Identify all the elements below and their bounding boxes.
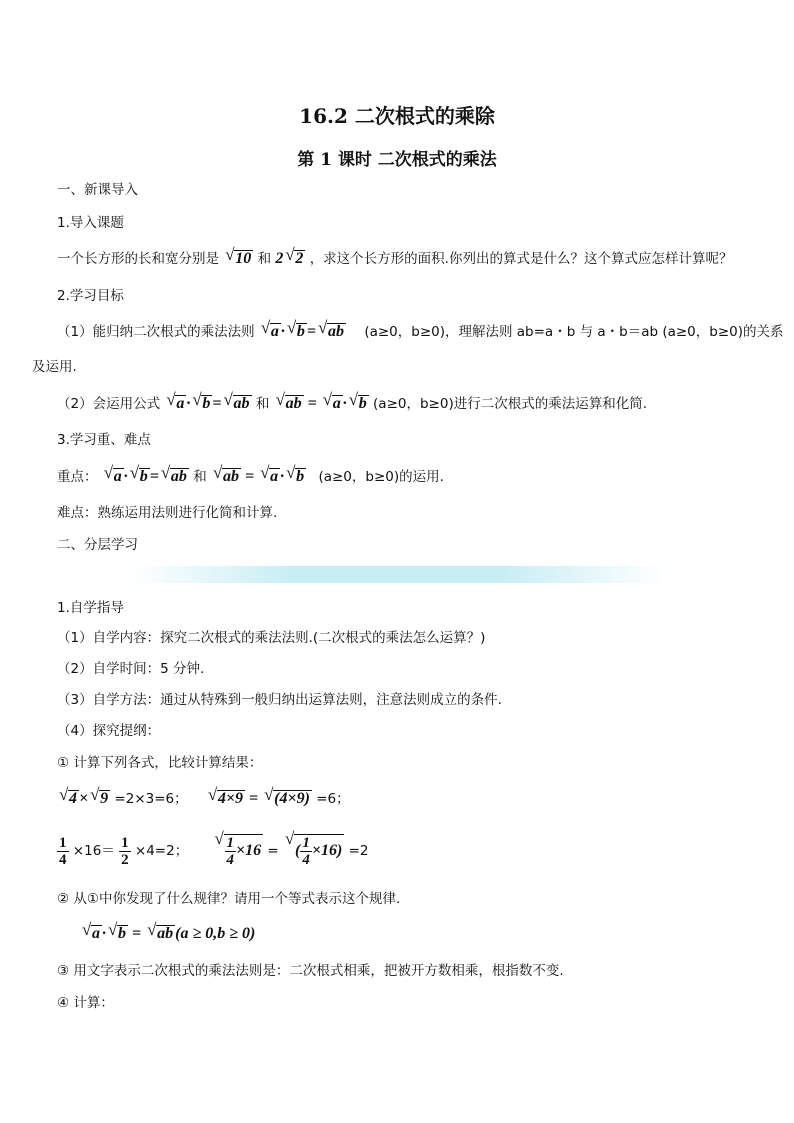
guide-item: （4）探究提纲： xyxy=(57,723,161,739)
section-subheading: 1.导入课题 xyxy=(57,215,124,231)
page-subtitle: 第 1 课时 二次根式的乘法 xyxy=(297,150,497,170)
question-1: ① 计算下列各式，比较计算结果： xyxy=(57,755,263,771)
section-heading: 二、分层学习 xyxy=(57,537,138,553)
section-subheading: 3.学习重、难点 xyxy=(57,432,151,448)
goal-2: （2）会运用公式 √ a ·√ b =√ ab 和 √ ab = √ a ·√ b (a≥0，b≥0)进行二次根式的乘法运算和化简. xyxy=(57,394,647,414)
question-3: ③ 用文字表示二次根式的乘法法则是：二次根式相乘，把被开方数相乘，根指数不变. xyxy=(57,963,564,979)
goal-1: （1）能归纳二次根式的乘法法则 √ a ·√ b =√ ab (a≥0，b≥0)，理解法则 ab=a・b 与 a・b＝ab (a≥0，b≥0)的关系 xyxy=(57,322,784,342)
guide-item: （2）自学时间：5 分钟. xyxy=(57,661,205,677)
question-4: ④ 计算： xyxy=(57,995,114,1011)
question-2: ② 从①中你发现了什么规律？请用一个等式表示这个规律. xyxy=(57,891,401,907)
product-rule-reverse: √ ab = √ a ·√ b xyxy=(274,395,369,412)
section-subheading: 2.学习目标 xyxy=(57,288,124,304)
product-rule-formula: √ a ·√ b =√ ab xyxy=(164,395,251,412)
two-sqrt-2: 2√ 2 xyxy=(275,250,305,267)
intro-paragraph: 一个长方形的长和宽分别是 √ 10 和 2√ 2 ，求这个长方形的面积.你列出的算式是什么？这个算式应怎样计算呢？ xyxy=(57,249,732,269)
difficulty-point: 难点：熟练运用法则进行化简和计算. xyxy=(57,505,278,521)
section-subheading: 1.自学指导 xyxy=(57,600,124,616)
guide-item: （1）自学内容：探究二次根式的乘法法则.(二次根式的乘法怎么运算？) xyxy=(57,630,486,646)
example-2: $\frac{1}{4}$ ×16＝ $\frac{1}{2}$ ×4=2； √ $\frac{1}{4}$ ×16 = √ ( $\frac{1}{4}$ ×16) =2 xyxy=(57,834,369,868)
example-1: √ 4 ×√ 9 =2×3=6； √ 4×9 = √ (4×9) =6； xyxy=(57,789,350,809)
product-rule-general: √ a ·√ b = √ ab (a ≥ 0,b ≥ 0) xyxy=(80,924,255,944)
page-title: 16.2 二次根式的乘除 xyxy=(299,104,495,128)
guide-item: （3）自学方法：通过从特殊到一般归纳出运算法则，注意法则成立的条件. xyxy=(57,692,502,708)
goal-1-continued: 及运用. xyxy=(32,359,77,375)
level-one-banner xyxy=(130,566,665,583)
product-rule-formula: √ a ·√ b =√ ab xyxy=(259,323,346,340)
sqrt-10: √ 10 xyxy=(223,250,253,267)
key-point: 重点： √ a ·√ b =√ ab 和 √ ab = √ a ·√ b (a≥0，b≥0)的运用. xyxy=(57,467,444,487)
section-heading: 一、新课导入 xyxy=(57,182,138,198)
